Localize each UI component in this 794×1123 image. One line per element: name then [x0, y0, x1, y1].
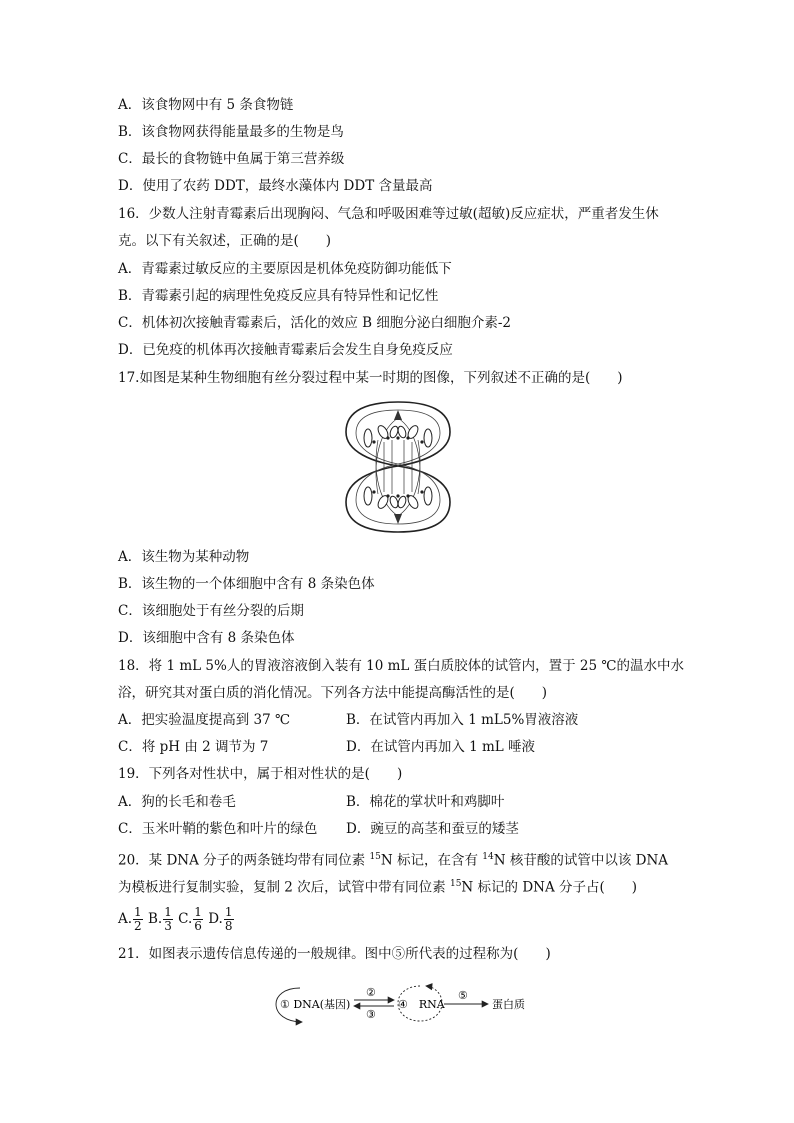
- q20-option-d-fraction: [224, 906, 234, 933]
- diagram-arrow3-label: ③: [366, 1008, 376, 1021]
- fraction-denominator: 6: [194, 919, 202, 933]
- q15-option-d: D．使用了农药 DDT，最终水藻体内 DDT 含量最高: [118, 178, 433, 194]
- q15-option-c: C．最长的食物链中鱼属于第三营养级: [118, 151, 345, 167]
- q16-stem-line2: 克。以下有关叙述，正确的是( ): [118, 233, 332, 249]
- diagram-arrow5-label: ⑤: [458, 989, 468, 1002]
- q20-option-b-label: B.: [147, 911, 163, 927]
- isotope-mass-15: 15: [449, 879, 462, 889]
- q19-option-a: A．狗的长毛和卷毛: [118, 794, 236, 810]
- q20-option-a-label: A.: [118, 911, 133, 927]
- q20-stem-line2: [118, 875, 637, 897]
- q18-option-d: D．在试管内再加入 1 mL 唾液: [346, 739, 536, 755]
- q20-option-c-label: C.: [178, 911, 193, 927]
- fraction-numerator: 1: [134, 905, 142, 919]
- q16-option-c: C．机体初次接触青霉素后，活化的效应 B 细胞分泌白细胞介素-2: [118, 315, 511, 331]
- q18-option-a: A．把实验温度提高到 37 ℃: [118, 712, 291, 728]
- q18-stem-line2: 浴，研究其对蛋白质的消化情况。下列各方法中能提高酶活性的是( ): [118, 685, 548, 701]
- q18-stem-line1: 18．将 1 mL 5%人的胃液溶液倒入装有 10 mL 蛋白质胶体的试管内，置于 25 ℃的温水中水: [118, 658, 685, 674]
- diagram-dna-label: ① DNA(基因): [280, 998, 351, 1011]
- isotope-mass-14: 14: [482, 852, 494, 862]
- q17-option-b: B．该生物的一个体细胞中含有 8 条染色体: [118, 576, 375, 592]
- q19-option-c: C．玉米叶鞘的紫色和叶片的绿色: [118, 821, 318, 837]
- mitosis-cell-figure: [338, 400, 458, 535]
- q19-option-b: B．棉花的掌状叶和鸡脚叶: [346, 794, 505, 810]
- q15-option-a: A．该食物网中有 5 条食物链: [118, 97, 294, 113]
- q17-option-a: A．该生物为某种动物: [118, 549, 250, 565]
- q20-stem-part: N 核苷酸的试管中以该 DNA: [493, 852, 669, 869]
- q20-stem-part: N 标记，在含有: [380, 852, 483, 869]
- fraction-denominator: 3: [164, 919, 172, 933]
- q19-option-d: D．豌豆的高茎和蚕豆的矮茎: [346, 821, 519, 837]
- isotope-mass-15: 15: [369, 852, 381, 862]
- q17-option-c: C．该细胞处于有丝分裂的后期: [118, 603, 304, 619]
- q17-option-d: D．该细胞中含有 8 条染色体: [118, 630, 295, 646]
- q16-option-a: A．青霉素过敏反应的主要原因是机体免疫防御功能低下: [118, 261, 452, 277]
- diagram-rna-label: ④ RNA: [398, 998, 445, 1011]
- diagram-arrow2-label: ②: [366, 986, 376, 999]
- fraction-numerator: 1: [224, 905, 233, 919]
- fraction-numerator: 1: [164, 905, 172, 919]
- fraction-denominator: 8: [224, 919, 233, 933]
- fraction-denominator: 2: [134, 919, 142, 933]
- fraction-numerator: 1: [194, 905, 202, 919]
- q18-option-b: B．在试管内再加入 1 mL5%胃液溶液: [346, 712, 579, 728]
- q20-option-b-fraction: [163, 906, 173, 933]
- q20-stem-part: 为模板进行复制实验，复制 2 次后，试管中带有同位素: [118, 879, 450, 896]
- q20-stem-part: N 标记的 DNA 分子占( ): [461, 879, 638, 896]
- q15-option-b: B．该食物网获得能量最多的生物是鸟: [118, 124, 344, 140]
- q20-stem-part: 20．某 DNA 分子的两条链均带有同位素: [118, 852, 370, 869]
- q18-option-c: C．将 pH 由 2 调节为 7: [118, 739, 269, 755]
- q20-option-a-fraction: [133, 906, 143, 933]
- q20-stem-line1: [118, 848, 668, 870]
- q21-stem: 21．如图表示遗传信息传递的一般规律。图中⑤所代表的过程称为( ): [118, 946, 551, 962]
- q16-option-d: D．已免疫的机体再次接触青霉素后会发生自身免疫反应: [118, 342, 453, 358]
- diagram-protein-label: 蛋白质: [492, 998, 525, 1011]
- q20-option-c-fraction: [193, 906, 203, 933]
- q16-stem-line1: 16．少数人注射青霉素后出现胸闷、气急和呼吸困难等过敏(超敏)反应症状，严重者发生休: [118, 206, 659, 222]
- q17-stem: 17.如图是某种生物细胞有丝分裂过程中某一时期的图像，下列叙述不正确的是( ): [118, 370, 623, 386]
- q16-option-b: B．青霉素引起的病理性免疫反应具有特异性和记忆性: [118, 288, 439, 304]
- genetic-info-flow-diagram: [270, 978, 560, 1028]
- q20-option-d-label: D.: [208, 911, 223, 927]
- q19-stem: 19．下列各对性状中，属于相对性状的是( ): [118, 766, 403, 782]
- q20-options: [118, 904, 235, 934]
